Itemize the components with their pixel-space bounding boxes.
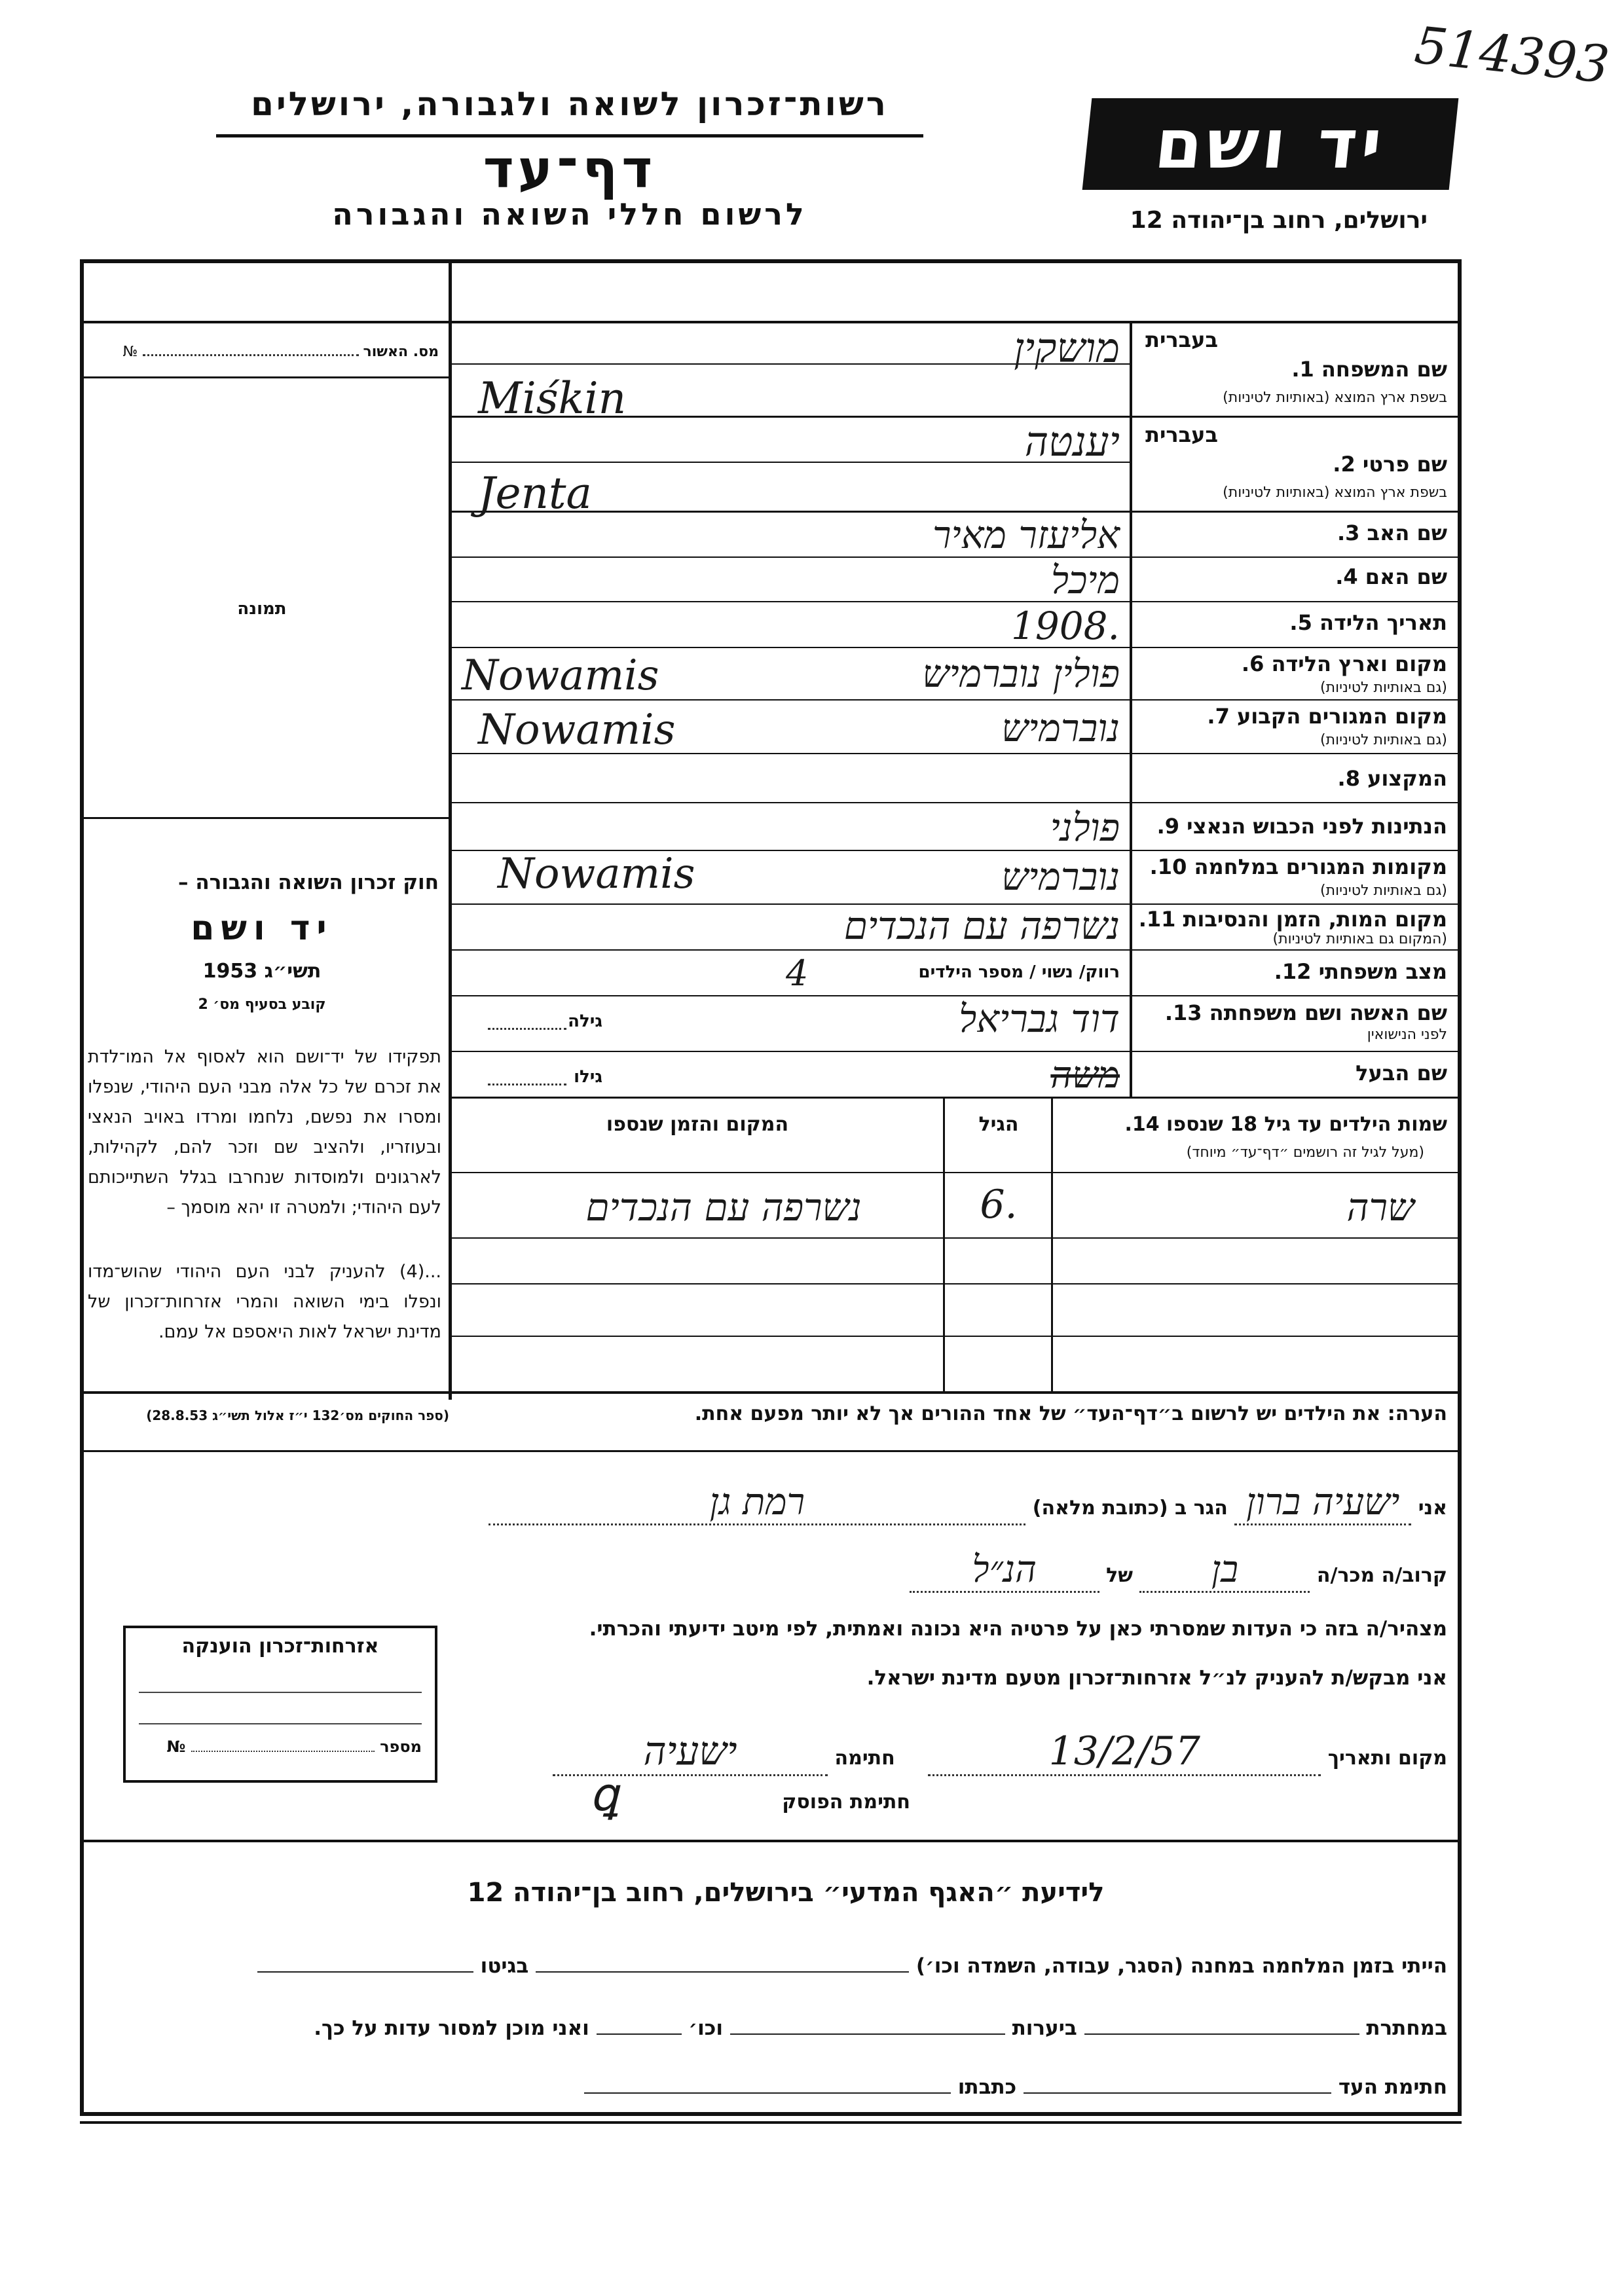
willing-label: ואני מוכן למסור עדות על כך. bbox=[314, 2016, 589, 2040]
field-5-number: 5. bbox=[1289, 610, 1312, 635]
field-13-label bbox=[1139, 1000, 1447, 1025]
witness-address-label: כתבתו bbox=[957, 2075, 1017, 2099]
law-text-1: תפקידו של יד־ושם הוא לאסוף אל המו־לדת את זכרם של כל אלה מבני העם היהודי, שנפלו ומסרו את נפשם, נלחמו ומרדו באויב הנאצי ובעוזריו, ולהציב שם וזכר להם, לקהילות, לארגונים ולמוסדות שנחרבו בגלל השתייכותם לעם היהודי; ולמטרה זו יהא מוסמך – bbox=[88, 1047, 441, 1218]
children-age-header: הגיל bbox=[978, 1113, 1019, 1136]
label-column-divider bbox=[1130, 322, 1132, 1097]
field-12-number: 12. bbox=[1274, 959, 1312, 984]
field-10-text: מקומות המגורים במלחמה bbox=[1194, 854, 1447, 879]
marital-printed: רווק/ נשוי / מספר הילדים bbox=[918, 962, 1120, 982]
field-7-text: מקום המגורים הקבוע bbox=[1236, 704, 1447, 729]
birth-date[interactable]: 1908. bbox=[1010, 604, 1120, 648]
field-13-text: שם האשה ושם משפחתה bbox=[1209, 1000, 1447, 1025]
etc-label: וכו׳ bbox=[688, 2016, 723, 2040]
field-1-text: שם המשפחה bbox=[1321, 357, 1447, 382]
citizenship-number-blank[interactable] bbox=[191, 1751, 375, 1752]
field-10-label bbox=[1139, 854, 1447, 879]
ghetto-label: בגיטו bbox=[480, 1954, 529, 1978]
children-label-text: שמות הילדים עד גיל 18 שנספו bbox=[1166, 1113, 1447, 1136]
field-1-sub: בשפת ארץ המוצא (באותיות לטיניות) bbox=[1223, 390, 1447, 406]
of-label: של bbox=[1106, 1564, 1133, 1587]
form-bottom-rule bbox=[80, 2121, 1462, 2124]
form-title: דף־עד bbox=[483, 139, 657, 200]
officer-signature-label: חתימת הפוסק bbox=[782, 1791, 910, 1813]
wife-age-blank[interactable] bbox=[488, 1028, 566, 1030]
nationality[interactable]: פולני bbox=[1050, 805, 1120, 850]
child-1-name[interactable]: שרה bbox=[1346, 1185, 1414, 1230]
field-1-number: 1. bbox=[1291, 357, 1314, 382]
field-13-number: 13. bbox=[1164, 1000, 1202, 1025]
child-1-age[interactable]: 6. bbox=[980, 1182, 1018, 1228]
field-11-sub: (המקום גם באותיות לטיניות) bbox=[1272, 931, 1447, 947]
children-bottom-line bbox=[80, 1391, 1462, 1394]
children-header-line bbox=[451, 1172, 1462, 1173]
field-6-number: 6. bbox=[1241, 651, 1264, 676]
statement-2: אני מבקש/ת להעניק לנ״ל אזרחות־זכרון מטעם מדינת ישראל. bbox=[866, 1666, 1447, 1690]
row-line-8 bbox=[451, 802, 1462, 803]
birth-place-hebrew[interactable]: פולין נוברמיש bbox=[922, 651, 1120, 696]
field-7-sub: (גם באותיות לטיניות) bbox=[1320, 732, 1447, 748]
field-8-number: 8. bbox=[1337, 766, 1360, 791]
i-label: אני bbox=[1418, 1497, 1447, 1520]
field-12-text: מצב משפחתי bbox=[1318, 959, 1447, 984]
form-subtitle: לרשום חללי השואה והגבורה bbox=[332, 196, 807, 232]
resides-label: הגר ב (כתובת מלאה) bbox=[1032, 1497, 1228, 1520]
note-bottom-line bbox=[80, 1450, 1462, 1452]
law-name: יד ושם bbox=[191, 909, 333, 948]
forests-label: ביערות bbox=[1012, 2016, 1077, 2040]
bottom-line-3 bbox=[98, 2075, 1447, 2099]
field-9-text: הנתינות לפני הכבוש הנאצי bbox=[1187, 814, 1447, 839]
field-6-text: מקום וארץ הלידה bbox=[1271, 651, 1447, 676]
field-11-number: 11. bbox=[1138, 907, 1176, 932]
yad-vashem-logo bbox=[1082, 98, 1459, 190]
citizenship-no-sign: № bbox=[166, 1738, 186, 1756]
field-3-number: 3. bbox=[1337, 520, 1360, 545]
field-12-label bbox=[1139, 959, 1447, 984]
children-row-line-1 bbox=[451, 1237, 1462, 1239]
children-sub: (מעל לגיל זה רושמים ״דף־עד״ מיוחד) bbox=[1186, 1144, 1424, 1161]
field-2-number: 2. bbox=[1333, 452, 1356, 477]
death-place[interactable]: נשרפה עם הנכדים bbox=[843, 903, 1120, 948]
husband-label: שם הבעל bbox=[1356, 1061, 1447, 1085]
law-clause: קובע בסעיף מס׳ 2 bbox=[198, 996, 326, 1013]
photo-label: תמונה bbox=[237, 599, 287, 619]
wife-age-label: גילה bbox=[568, 1011, 602, 1031]
logo-text: יד ושם bbox=[1151, 104, 1390, 184]
field-2-text: שם פרטי bbox=[1362, 452, 1447, 477]
citizenship-line-2[interactable] bbox=[139, 1701, 422, 1724]
camp-label: הייתי בזמן המלחמה במחנה (הסגר, עבודה, השמדה וכו׳) bbox=[915, 1954, 1447, 1978]
approval-label: מס. האשור bbox=[363, 344, 439, 360]
field-6-label bbox=[1139, 651, 1447, 676]
address: ירושלים, רחוב בן־יהודה 12 bbox=[1130, 207, 1428, 234]
law-year: תשי״ג 1953 bbox=[202, 960, 322, 983]
approval-no-sign: № bbox=[122, 344, 138, 360]
child-1-place[interactable]: נשרפה עם הנכדים bbox=[585, 1185, 862, 1230]
residence-latin[interactable]: Nowamis bbox=[478, 706, 676, 754]
citizenship-line-1[interactable] bbox=[139, 1669, 422, 1693]
field-11-label bbox=[1139, 907, 1447, 932]
children-col-2 bbox=[943, 1097, 945, 1391]
left-column-divider bbox=[449, 259, 452, 1400]
family-name-hebrew[interactable]: מושקין bbox=[1014, 324, 1120, 372]
father-name[interactable]: אליעזר מאיר bbox=[932, 513, 1120, 557]
husband-age-blank[interactable] bbox=[488, 1084, 566, 1085]
bottom-title: לידיעת ״האגף המדעי״ בירושלים, רחוב בן־יהודה 12 bbox=[467, 1878, 1105, 1908]
field-8-label bbox=[1139, 766, 1447, 791]
top-strip-line bbox=[80, 321, 1462, 323]
children-label bbox=[1058, 1113, 1447, 1136]
law-ref: (ספר החוקים מס׳132 י״ז אלול תשי״ג 28.8.53) bbox=[146, 1408, 449, 1423]
org-line: רשות־זכרון לשואה ולגבורה, ירושלים bbox=[251, 85, 889, 123]
statement-1: מצהיר/ה בזה כי העדות שמסרתי כאן על פרטיה היא נכונה ואמתית, לפי מיטב ידיעתי והכרתי. bbox=[589, 1617, 1447, 1641]
field-4-text: שם האם bbox=[1365, 564, 1447, 589]
field-5-text: תאריך הלידה bbox=[1319, 610, 1447, 635]
place-date-value[interactable]: 13/2/57 bbox=[928, 1728, 1321, 1776]
witness-signature-blank[interactable] bbox=[1024, 2092, 1331, 2094]
field-9-label bbox=[1139, 814, 1447, 839]
bottom-line-2 bbox=[98, 2016, 1447, 2040]
field-7-number: 7. bbox=[1207, 704, 1230, 729]
field-5-label bbox=[1139, 610, 1447, 635]
field-9-number: 9. bbox=[1156, 814, 1180, 839]
row-line-14 bbox=[451, 1097, 1462, 1099]
bottom-line-1 bbox=[98, 1954, 1447, 1978]
husband-name[interactable]: משה bbox=[1050, 1054, 1120, 1097]
archive-number: 514393 bbox=[1412, 16, 1612, 96]
citizenship-title: אזרחות־זכרון הוענקה bbox=[181, 1635, 379, 1658]
children-place-header: המקום והזמן שנספו bbox=[606, 1113, 789, 1136]
top-strip-divider bbox=[449, 259, 452, 322]
husband-age-label: גילו bbox=[574, 1067, 602, 1087]
header-divider bbox=[216, 134, 923, 137]
field-3-text: שם האב bbox=[1367, 520, 1447, 545]
declarant-address[interactable]: רמת גן bbox=[489, 1481, 1025, 1525]
citizenship-number-label: מספר bbox=[380, 1738, 422, 1756]
officer-signature[interactable]: ꝗ bbox=[589, 1768, 619, 1821]
citizenship-box bbox=[123, 1626, 437, 1783]
relation[interactable]: בן bbox=[1139, 1548, 1310, 1593]
field-1-lang: בעברית bbox=[1145, 327, 1218, 352]
declarant-name[interactable]: ישעיה ברון bbox=[1234, 1481, 1411, 1525]
declaration-line-2 bbox=[589, 1548, 1447, 1593]
etc-blank[interactable] bbox=[597, 2033, 682, 2035]
children-number: 14. bbox=[1124, 1113, 1160, 1136]
field-11-text: מקום המות, הזמן והנסיבות bbox=[1183, 907, 1447, 932]
given-name-hebrew[interactable]: יענטה bbox=[1024, 418, 1120, 465]
wife-name[interactable]: דוד גבריאל bbox=[959, 996, 1120, 1041]
children-row-line-2 bbox=[451, 1283, 1462, 1285]
citizenship-number-row bbox=[139, 1738, 422, 1756]
underground-blank[interactable] bbox=[1084, 2033, 1359, 2035]
birth-place-latin[interactable]: Nowamis bbox=[462, 651, 659, 700]
underground-label: במחתרת bbox=[1366, 2016, 1447, 2040]
bottom-section-line bbox=[80, 1840, 1462, 1842]
field-7-label bbox=[1139, 704, 1447, 729]
of-value[interactable]: הנ״ל bbox=[910, 1548, 1099, 1593]
field-8-text: המקצוע bbox=[1367, 766, 1447, 791]
field-2-lang: בעברית bbox=[1145, 422, 1218, 447]
declaration-line-1 bbox=[471, 1481, 1447, 1525]
mother-name[interactable]: מיכל bbox=[1050, 558, 1120, 602]
family-name-latin[interactable]: Miśkin bbox=[478, 373, 627, 424]
field-3-label bbox=[1139, 520, 1447, 545]
field-1-label bbox=[1139, 357, 1447, 382]
wartime-residence-hebrew[interactable]: נוברמיש bbox=[1001, 854, 1120, 899]
witness-address-blank[interactable] bbox=[584, 2092, 951, 2094]
witness-signature-label: חתימת העד bbox=[1338, 2075, 1447, 2099]
field-4-label bbox=[1139, 564, 1447, 589]
declarant-signature[interactable]: ישעיה bbox=[553, 1728, 828, 1776]
field-10-number: 10. bbox=[1149, 854, 1187, 879]
signature-label: חתימה bbox=[834, 1747, 895, 1770]
forests-blank[interactable] bbox=[730, 2033, 1005, 2035]
ghetto-blank[interactable] bbox=[257, 1971, 473, 1973]
residence-hebrew[interactable]: נוברמיש bbox=[1001, 706, 1120, 750]
photo-box-bottom bbox=[80, 817, 451, 819]
relative-label: קרוב/ה מכר/ה bbox=[1316, 1564, 1447, 1587]
field-2-label bbox=[1139, 452, 1447, 477]
row-line-11 bbox=[451, 949, 1462, 951]
children-row-line-3 bbox=[451, 1336, 1462, 1337]
field-10-sub: (גם באותיות לטיניות) bbox=[1320, 883, 1447, 899]
camp-blank[interactable] bbox=[536, 1971, 909, 1973]
children-col-1 bbox=[1051, 1097, 1053, 1391]
place-date-label: מקום ותאריך bbox=[1327, 1747, 1447, 1770]
children-count[interactable]: 4 bbox=[786, 953, 809, 994]
field-13-sub: לפני הנישואין bbox=[1367, 1027, 1447, 1043]
given-name-latin[interactable]: Jenta bbox=[478, 468, 592, 519]
row-line-13 bbox=[451, 1051, 1462, 1052]
field-2-sub: בשפת ארץ המוצא (באותיות לטיניות) bbox=[1223, 484, 1447, 501]
note: הערה: את הילדים יש לרשום ב״דף־העד״ של אחד ההורים אך לא יותר מפעם אחת. bbox=[694, 1402, 1447, 1425]
law-title: חוק זכרון השואה והגבורה – bbox=[178, 871, 439, 894]
approval-blank[interactable] bbox=[143, 354, 359, 356]
field-6-sub: (גם באותיות לטיניות) bbox=[1320, 680, 1447, 696]
approval-line bbox=[80, 376, 451, 378]
field-4-number: 4. bbox=[1335, 564, 1358, 589]
wartime-residence-latin[interactable]: Nowamis bbox=[498, 850, 695, 898]
approval-row bbox=[92, 344, 439, 360]
law-text-2: ...(4) להעניק לבני העם היהודי שהוש־מדו ונפלו בימי השואה והמרי אזרחות־זכרון של מדינת ישראל לאות היאספם אל עמם. bbox=[88, 1262, 441, 1342]
